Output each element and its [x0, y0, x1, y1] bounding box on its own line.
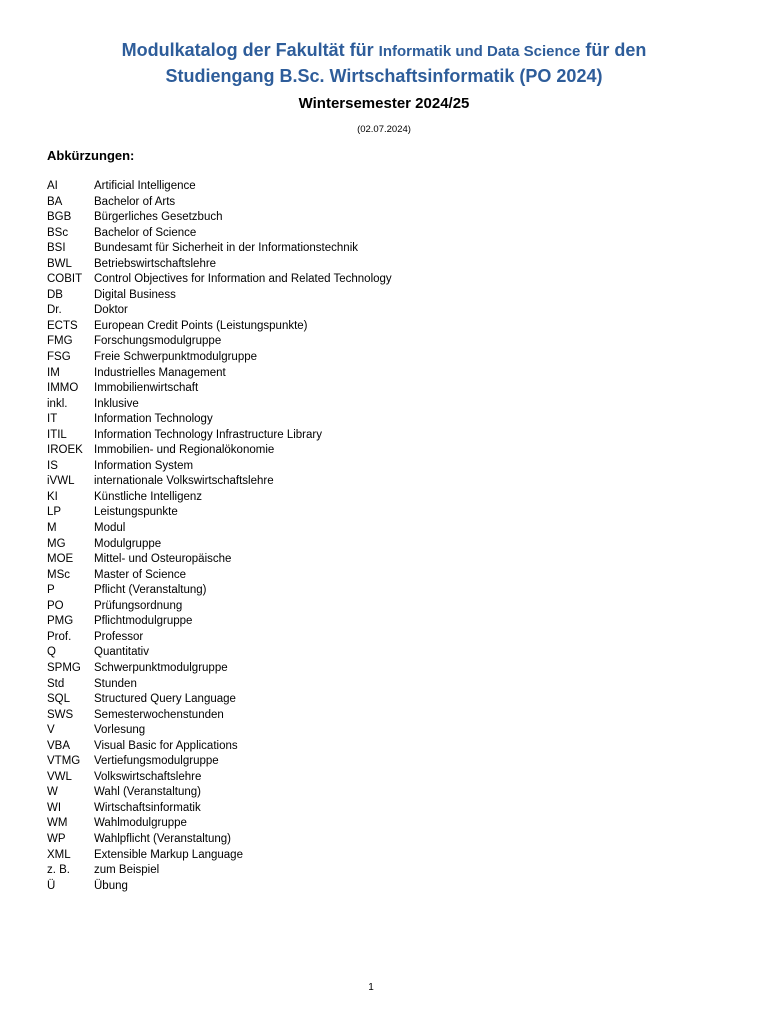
- abbreviation-term: MSc: [47, 568, 70, 581]
- abbreviation-row: [47, 474, 392, 490]
- abbreviation-row: [47, 195, 392, 211]
- abbreviation-term: WP: [47, 832, 66, 845]
- abbreviation-meaning: Master of Science: [94, 568, 187, 581]
- abbreviation-row: [47, 661, 392, 677]
- abbreviation-meaning: Wahl (Veranstaltung): [94, 786, 201, 799]
- abbreviation-term: M: [47, 522, 57, 535]
- abbreviation-row: [47, 692, 392, 708]
- abbreviation-row: [47, 521, 392, 537]
- abbreviation-meaning: Structured Query Language: [94, 693, 236, 706]
- abbreviation-row: [47, 863, 392, 879]
- abbreviation-row: [47, 334, 392, 350]
- abbreviation-meaning: Leistungspunkte: [94, 506, 178, 519]
- abbreviation-term: Prof.: [47, 630, 72, 643]
- abbreviation-meaning: zum Beispiel: [94, 864, 160, 877]
- abbreviation-term: VWL: [47, 770, 72, 783]
- abbreviation-row: [47, 677, 392, 693]
- abbreviation-meaning: Digital Business: [94, 288, 176, 301]
- abbreviation-term: Ü: [47, 879, 56, 892]
- abbreviation-meaning: Forschungsmodulgruppe: [94, 335, 222, 348]
- abbreviation-meaning: Artificial Intelligence: [94, 180, 196, 192]
- abbreviation-term: iVWL: [47, 475, 75, 488]
- abbreviation-meaning: Bachelor of Science: [94, 226, 197, 239]
- abbreviation-meaning: Vorlesung: [94, 724, 146, 737]
- abbreviation-term: KI: [47, 490, 58, 503]
- abbreviation-meaning: Industrielles Management: [94, 366, 226, 379]
- abbreviation-term: ITIL: [47, 428, 67, 441]
- abbreviation-term: FMG: [47, 335, 73, 348]
- abbreviation-meaning: Professor: [94, 630, 144, 643]
- abbreviation-row: [47, 848, 392, 864]
- abbreviation-row: [47, 490, 392, 506]
- abbreviation-term: P: [47, 584, 55, 597]
- abbreviation-meaning: Immobilienwirtschaft: [94, 382, 199, 395]
- abbreviation-term: WM: [47, 817, 68, 830]
- abbreviation-meaning: Stunden: [94, 677, 137, 690]
- abbreviation-row: [47, 568, 392, 584]
- abbreviation-meaning: Doktor: [94, 304, 128, 317]
- abbreviation-row: [47, 366, 392, 382]
- abbreviation-meaning: Freie Schwerpunktmodulgruppe: [94, 351, 258, 364]
- abbreviation-meaning: Immobilien- und Regionalökonomie: [94, 444, 275, 457]
- abbreviation-term: MOE: [47, 553, 74, 566]
- abbreviation-term: COBIT: [47, 273, 83, 286]
- abbreviation-term: inkl.: [47, 397, 68, 410]
- abbreviation-term: BWL: [47, 257, 72, 270]
- abbreviation-row: [47, 381, 392, 397]
- abbreviation-meaning: Control Objectives for Information and Related Technology: [94, 273, 392, 286]
- abbreviation-meaning: Vertiefungsmodulgruppe: [94, 755, 219, 768]
- abbreviation-row: [47, 537, 392, 553]
- abbreviation-term: IS: [47, 459, 58, 472]
- abbreviation-term: XML: [47, 848, 71, 861]
- abbreviation-row: [47, 257, 392, 273]
- abbreviation-row: [47, 583, 392, 599]
- abbreviation-row: [47, 754, 392, 770]
- abbreviation-meaning: Semesterwochenstunden: [94, 708, 224, 721]
- abbreviation-row: [47, 770, 392, 786]
- abbreviation-row: [47, 832, 392, 848]
- abbreviation-row: [47, 443, 392, 459]
- abbreviation-row: [47, 739, 392, 755]
- abbreviation-row: [47, 816, 392, 832]
- abbreviation-row: [47, 241, 392, 257]
- abbreviation-term: IT: [47, 413, 58, 426]
- abbreviation-row: [47, 708, 392, 724]
- abbreviation-term: VTMG: [47, 755, 81, 768]
- abbreviation-row: [47, 428, 392, 444]
- abbreviation-term: Dr.: [47, 304, 62, 317]
- abbreviation-meaning: Bürgerliches Gesetzbuch: [94, 211, 223, 224]
- abbreviation-meaning: Quantitativ: [94, 646, 149, 659]
- abbreviation-row: [47, 303, 392, 319]
- title-line-2: Studiengang B.Sc. Wirtschaftsinformatik (PO 2024): [165, 66, 603, 86]
- abbreviation-term: AI: [47, 180, 58, 192]
- abbreviation-term: IMMO: [47, 382, 79, 395]
- abbreviation-term: z. B.: [47, 864, 71, 877]
- title-part-3: für den: [580, 40, 647, 60]
- title-part-2: Informatik und Data Science: [378, 43, 581, 60]
- abbreviation-meaning: Wirtschaftsinformatik: [94, 801, 201, 814]
- abbreviation-term: SWS: [47, 708, 74, 721]
- abbreviation-row: [47, 801, 392, 817]
- abbreviation-meaning: Bachelor of Arts: [94, 195, 176, 208]
- abbreviation-term: BGB: [47, 211, 72, 224]
- abbreviation-term: W: [47, 786, 58, 799]
- abbreviation-term: Std: [47, 677, 65, 690]
- abbreviation-row: [47, 319, 392, 335]
- abbreviation-row: [47, 210, 392, 226]
- abbreviation-meaning: Prüfungsordnung: [94, 599, 183, 612]
- document-title: [0, 38, 768, 89]
- abbreviation-row: [47, 288, 392, 304]
- abbreviation-term: Q: [47, 646, 56, 659]
- abbreviation-row: [47, 459, 392, 475]
- abbreviation-row: [47, 505, 392, 521]
- abbreviation-meaning: Information Technology Infrastructure Library: [94, 428, 322, 441]
- abbreviation-term: SQL: [47, 693, 71, 706]
- abbreviation-row: [47, 272, 392, 288]
- abbreviation-term: PO: [47, 599, 64, 612]
- abbreviation-meaning: Pflicht (Veranstaltung): [94, 584, 207, 597]
- abbreviation-row: [47, 179, 392, 195]
- abbreviation-term: IROEK: [47, 444, 83, 457]
- abbreviation-row: [47, 226, 392, 242]
- abbreviation-row: [47, 350, 392, 366]
- abbreviation-term: WI: [47, 801, 62, 814]
- abbreviation-term: FSG: [47, 351, 71, 364]
- abbreviation-meaning: Volkswirtschaftslehre: [94, 770, 202, 783]
- abbreviations-list: [47, 179, 392, 894]
- abbreviation-meaning: Pflichtmodulgruppe: [94, 615, 193, 628]
- abbreviation-meaning: Modulgruppe: [94, 537, 162, 550]
- abbreviations-heading: Abkürzungen:: [47, 148, 135, 163]
- abbreviation-meaning: Wahlmodulgruppe: [94, 817, 187, 830]
- abbreviation-meaning: Bundesamt für Sicherheit in der Informationstechnik: [94, 242, 358, 255]
- abbreviation-row: [47, 599, 392, 615]
- abbreviation-term: ECTS: [47, 319, 78, 332]
- abbreviation-meaning: Schwerpunktmodulgruppe: [94, 661, 228, 674]
- abbreviation-term: BA: [47, 195, 63, 208]
- abbreviation-row: [47, 785, 392, 801]
- abbreviation-row: [47, 614, 392, 630]
- semester-heading: Wintersemester 2024/25: [298, 95, 470, 112]
- abbreviation-term: VBA: [47, 739, 71, 752]
- abbreviation-row: [47, 412, 392, 428]
- abbreviation-row: [47, 723, 392, 739]
- abbreviation-meaning: Inklusive: [94, 397, 139, 410]
- abbreviation-meaning: Mittel- und Osteuropäische: [94, 553, 232, 566]
- document-date: (02.07.2024): [357, 124, 411, 135]
- abbreviation-meaning: Visual Basic for Applications: [94, 739, 238, 752]
- abbreviation-meaning: Extensible Markup Language: [94, 848, 243, 861]
- page-number: 1: [368, 982, 374, 993]
- abbreviation-term: PMG: [47, 615, 74, 628]
- abbreviation-term: DB: [47, 288, 63, 301]
- abbreviation-row: [47, 630, 392, 646]
- abbreviation-meaning: internationale Volkswirtschaftslehre: [94, 475, 274, 488]
- abbreviation-row: [47, 552, 392, 568]
- abbreviation-row: [47, 645, 392, 661]
- abbreviation-meaning: Übung: [94, 879, 128, 892]
- abbreviation-meaning: Wahlpflicht (Veranstaltung): [94, 832, 232, 845]
- abbreviation-meaning: Information Technology: [94, 413, 213, 426]
- abbreviation-term: LP: [47, 506, 62, 519]
- abbreviation-term: MG: [47, 537, 66, 550]
- abbreviation-meaning: Betriebswirtschaftslehre: [94, 257, 217, 270]
- abbreviation-term: BSc: [47, 226, 69, 239]
- abbreviation-meaning: European Credit Points (Leistungspunkte): [94, 319, 308, 332]
- abbreviation-row: [47, 397, 392, 413]
- abbreviation-term: BSI: [47, 242, 66, 255]
- title-part-1: Modulkatalog der Fakultät für: [121, 40, 379, 60]
- abbreviation-meaning: Künstliche Intelligenz: [94, 490, 203, 503]
- abbreviation-meaning: Information System: [94, 459, 194, 472]
- abbreviation-row: [47, 879, 392, 895]
- abbreviation-term: V: [47, 724, 55, 737]
- abbreviation-term: SPMG: [47, 661, 81, 674]
- abbreviation-term: IM: [47, 366, 60, 379]
- abbreviation-meaning: Modul: [94, 522, 126, 535]
